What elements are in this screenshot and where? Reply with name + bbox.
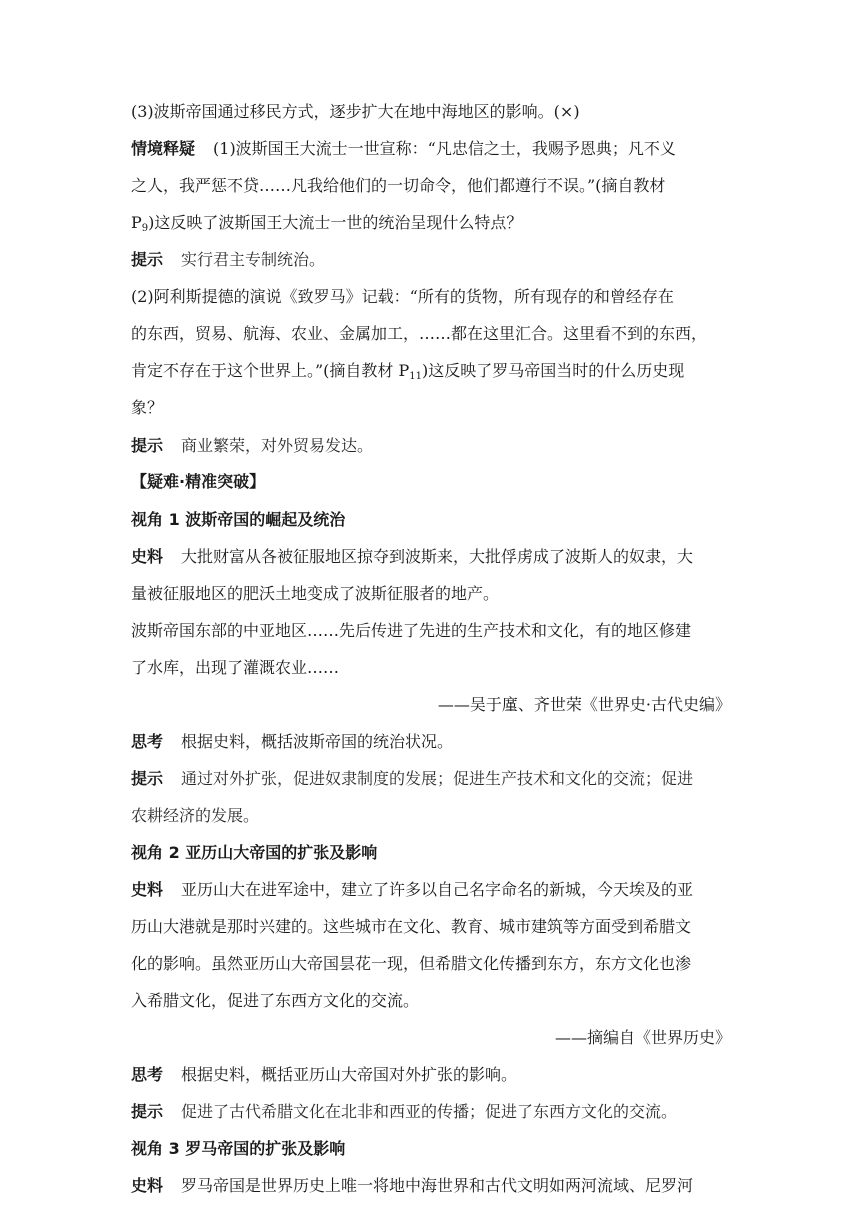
hint-text: 促进了古代希腊文化在北非和西亚的传播；促进了东西方文化的交流。 [181,1102,678,1121]
scenario-line [131,208,731,244]
subscript: 9 [141,223,149,234]
line-text: 历山大港就是那时兴建的。这些城市在文化、教育、城市建筑等方面受到希腊文 [131,917,692,936]
source-line [131,616,731,646]
hint-text: 商业繁荣，对外贸易发达。 [181,436,374,455]
line-text: 的东西，贸易、航海、农业、金属加工，……都在这里汇合。这里看不到的东西， [131,324,708,343]
source-label: 史料 [131,1176,164,1195]
subscript: 11 [409,371,423,382]
line-text: P [131,213,142,232]
hint-label: 提示 [131,769,164,788]
line-text: 罗马帝国是世界历史上唯一将地中海世界和古代文明如两河流域、尼罗河 [181,1176,694,1195]
hint-line [131,801,731,831]
hint-text: 通过对外扩张，促进奴隶制度的发展；促进生产技术和文化的交流；促进 [181,769,694,788]
line-text: 量被征服地区的肥沃土地变成了波斯征服者的地产。 [131,584,500,603]
line-text: (3)波斯帝国通过移民方式，逐步扩大在地中海地区的影响。(×) [131,102,580,121]
hint-text: 农耕经济的发展。 [131,806,260,825]
line-text: 肯定不存在于这个世界上。”(摘自教材 P [131,361,410,380]
hint-3 [131,764,731,794]
line-text: 入希腊文化，促进了东西方文化的交流。 [131,991,420,1010]
source-label: 史料 [131,547,164,566]
line-text: (2)阿利斯提德的演说《致罗马》记载：“所有的货物，所有现存的和曾经存在 [131,287,674,306]
heading-text: 视角 3 罗马帝国的扩张及影响 [131,1139,346,1158]
think-label: 思考 [131,732,164,751]
line-text: 大批财富从各被征服地区掠夺到波斯来，大批俘虏成了波斯人的奴隶，大 [181,547,694,566]
line-text: )这反映了罗马帝国当时的什么历史现 [422,361,685,380]
line-text: )这反映了波斯国王大流士一世的统治呈现什么特点？ [148,213,523,232]
line-text: 象？ [131,398,164,417]
line-text: 亚历山大在进军途中，建立了许多以自己名字命名的新城，今天埃及的亚 [181,880,694,899]
think-2 [131,1060,731,1090]
line-text: 化的影响。虽然亚历山大帝国昙花一现，但希腊文化传播到东方，东方文化也渗 [131,954,692,973]
line-text: 根据史料，概括亚历山大帝国对外扩张的影响。 [181,1065,518,1084]
hint-text: 实行君主专制统治。 [181,250,326,269]
scenario-line [131,393,731,423]
think-1 [131,727,731,757]
hint-4 [131,1097,731,1127]
think-label: 思考 [131,1065,164,1084]
source-1 [131,542,731,572]
hint-label: 提示 [131,1102,164,1121]
source-3 [131,1171,731,1201]
hint-2 [131,431,731,461]
section-heading [131,467,731,497]
hint-label: 提示 [131,250,164,269]
source-2 [131,875,731,905]
citation [131,690,731,720]
perspective-1-heading [131,505,731,535]
scenario-label: 情境释疑 [131,139,196,158]
heading-text: 视角 2 亚历山大帝国的扩张及影响 [131,843,378,862]
line-text: 波斯帝国东部的中亚地区……先后传进了先进的生产技术和文化，有的地区修建 [131,621,692,640]
scenario-line [131,171,731,201]
scenario-line [131,356,731,392]
line-text: 之人，我严惩不贷……凡我给他们的一切命令，他们都遵行不误。”(摘自教材 [131,176,666,195]
source-line [131,912,731,942]
hint-1 [131,245,731,275]
citation [131,1023,731,1053]
source-line [131,986,731,1016]
heading-text: 视角 1 波斯帝国的崛起及统治 [131,510,346,529]
line-text: 根据史料，概括波斯帝国的统治状况。 [181,732,454,751]
line-text: 了水库，出现了灌溉农业…… [131,658,340,677]
scenario-question-1 [131,134,731,164]
heading-text: 【疑难·精准突破】 [131,472,266,491]
perspective-2-heading [131,838,731,868]
source-label: 史料 [131,880,164,899]
source-line [131,949,731,979]
source-line [131,579,731,609]
citation-text: ——吴于廑、齐世荣《世界史·古代史编》 [437,695,731,714]
scenario-line [131,319,731,349]
source-line [131,653,731,683]
scenario-question-2 [131,282,731,312]
line-text: (1)波斯国王大流士一世宣称：“凡忠信之士，我赐予恩典；凡不义 [213,139,676,158]
citation-text: ——摘编自《世界历史》 [554,1028,731,1047]
judgement-item-3 [131,97,731,127]
hint-label: 提示 [131,436,164,455]
perspective-3-heading [131,1134,731,1164]
